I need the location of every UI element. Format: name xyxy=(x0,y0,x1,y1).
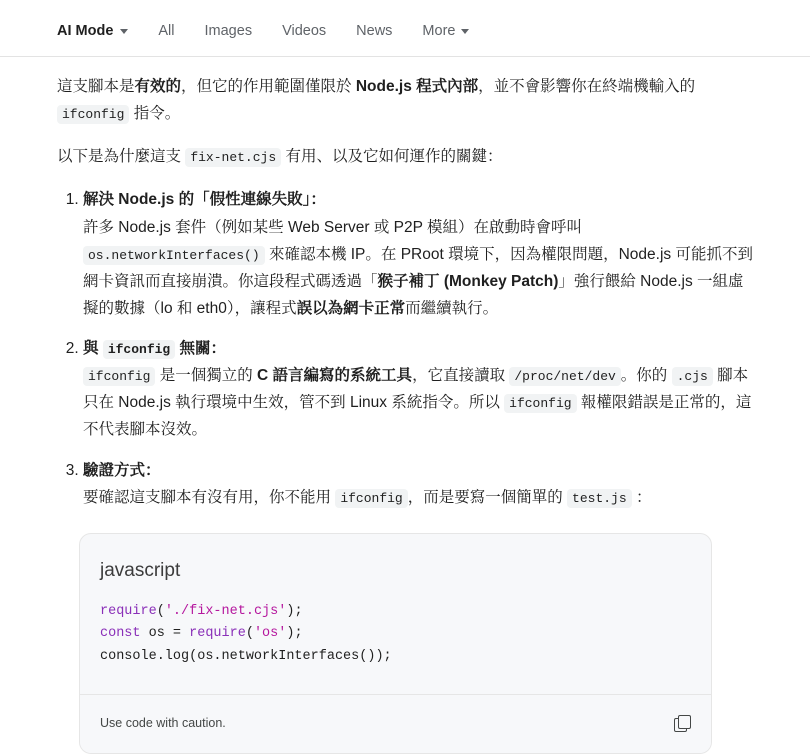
tab-ai-mode[interactable] xyxy=(57,23,128,39)
numbered-list xyxy=(57,186,753,510)
tab-more-label: More xyxy=(422,23,456,39)
code-line xyxy=(100,646,691,668)
text: 以下是為什麼這支 xyxy=(57,148,186,166)
code-token: const xyxy=(100,626,141,642)
code-caution-note: Use code with caution. xyxy=(100,715,226,730)
list-item-title: 解決 Node.js 的「假性連線失敗」： xyxy=(83,191,326,209)
text: 無關： xyxy=(175,340,227,357)
text: 這支腳本是 xyxy=(57,78,135,95)
tab-videos[interactable]: Videos xyxy=(282,23,327,39)
code-content[interactable] xyxy=(80,597,711,694)
text: ： xyxy=(631,488,652,506)
text: ，並不會影響你在終端機輸入的 xyxy=(478,78,696,95)
text-bold: 誤以為網卡正常 xyxy=(296,299,406,317)
text: 有用、以及它如何運作的關鍵： xyxy=(281,148,503,166)
copy-icon-front xyxy=(678,715,691,729)
code-token: ); xyxy=(286,626,303,642)
text: 來確認本機 IP。在 PRoot 環境下，因為權限問題，Node.js 可能抓不到網卡資訊而直接崩潰。你這段程式碼透過「 xyxy=(83,245,753,290)
list-item xyxy=(83,335,753,444)
inline-code-network-interfaces: os.networkInterfaces() xyxy=(83,246,265,265)
inline-code-proc-net-dev: /proc/net/dev xyxy=(509,367,620,386)
text: 報權限錯誤是正常的，這不代表腳本沒效。 xyxy=(83,394,752,439)
text: 指令。 xyxy=(129,105,181,123)
code-token: os = xyxy=(140,626,190,642)
list-item-title xyxy=(83,340,226,357)
code-line xyxy=(100,601,691,623)
code-token: ); xyxy=(286,604,303,619)
chevron-down-icon xyxy=(120,29,128,34)
text: 。你的 xyxy=(620,367,672,385)
inline-code-ifconfig: ifconfig xyxy=(504,394,576,413)
tab-images[interactable]: Images xyxy=(204,23,253,39)
text-bold: 有效的 xyxy=(134,78,182,95)
text: ，但它的作用範圍僅限於 xyxy=(181,78,356,95)
text: ，而是要寫一個簡單的 xyxy=(407,488,568,506)
text: 是一個獨立的 xyxy=(155,367,258,385)
copy-icon[interactable] xyxy=(674,715,691,732)
text-bold: C 語言編寫的系統工具 xyxy=(257,367,413,385)
code-token: './fix-net.cjs' xyxy=(164,604,287,619)
tab-all[interactable]: All xyxy=(158,23,175,39)
code-token: require xyxy=(189,626,246,642)
inline-code-ifconfig: ifconfig xyxy=(103,340,175,359)
code-token: 'os' xyxy=(253,626,287,642)
inline-code-ifconfig: ifconfig xyxy=(335,489,407,508)
inline-code-fix-net: fix-net.cjs xyxy=(185,148,281,167)
text: 要確認這支腳本有沒有用，你不能用 xyxy=(83,488,336,506)
list-item-body xyxy=(83,362,753,443)
text: 」強行餵給 Node.js 一組虛擬的數據（lo 和 eth0），讓程式 xyxy=(83,272,744,317)
inline-code-ifconfig: ifconfig xyxy=(83,367,155,386)
code-line xyxy=(100,623,691,645)
list-item-body xyxy=(83,214,753,323)
inline-code-test-js: test.js xyxy=(567,489,632,508)
inline-code-cjs: .cjs xyxy=(672,367,713,386)
paragraph-intro xyxy=(57,73,753,127)
list-item xyxy=(83,457,753,511)
text-bold: 猴子補丁 (Monkey Patch) xyxy=(377,272,559,290)
text: ，它直接讀取 xyxy=(412,367,510,385)
code-token: ( xyxy=(245,626,254,642)
tab-ai-mode-label: AI Mode xyxy=(57,23,114,39)
code-token: console.log(os.networkInterfaces()); xyxy=(100,648,392,664)
code-block xyxy=(79,533,712,754)
tab-news[interactable]: News xyxy=(356,23,393,39)
search-tabs-bar xyxy=(0,0,810,57)
text-bold: Node.js 程式內部 xyxy=(355,78,479,95)
tab-more[interactable] xyxy=(422,23,469,39)
list-item-title: 驗證方式： xyxy=(83,461,161,479)
code-language-label: javascript xyxy=(100,559,181,581)
text: 而繼續執行。 xyxy=(405,299,499,317)
inline-code-ifconfig: ifconfig xyxy=(57,105,129,124)
code-token: require xyxy=(100,604,157,619)
code-block-footer xyxy=(80,694,711,753)
answer-body xyxy=(0,57,810,754)
text: 許多 Node.js 套件（例如某些 Web Server 或 P2P 模組）在啟動時會呼叫 xyxy=(83,218,582,236)
list-item-body xyxy=(83,484,753,511)
text: 與 xyxy=(83,340,103,357)
paragraph-lead-in xyxy=(57,143,753,170)
chevron-down-icon xyxy=(461,29,469,34)
code-token: ( xyxy=(156,604,165,619)
text: 腳本只在 Node.js 執行環境中生效，管不到 Linux 系統指令。所以 xyxy=(83,367,749,412)
list-item xyxy=(83,186,753,322)
